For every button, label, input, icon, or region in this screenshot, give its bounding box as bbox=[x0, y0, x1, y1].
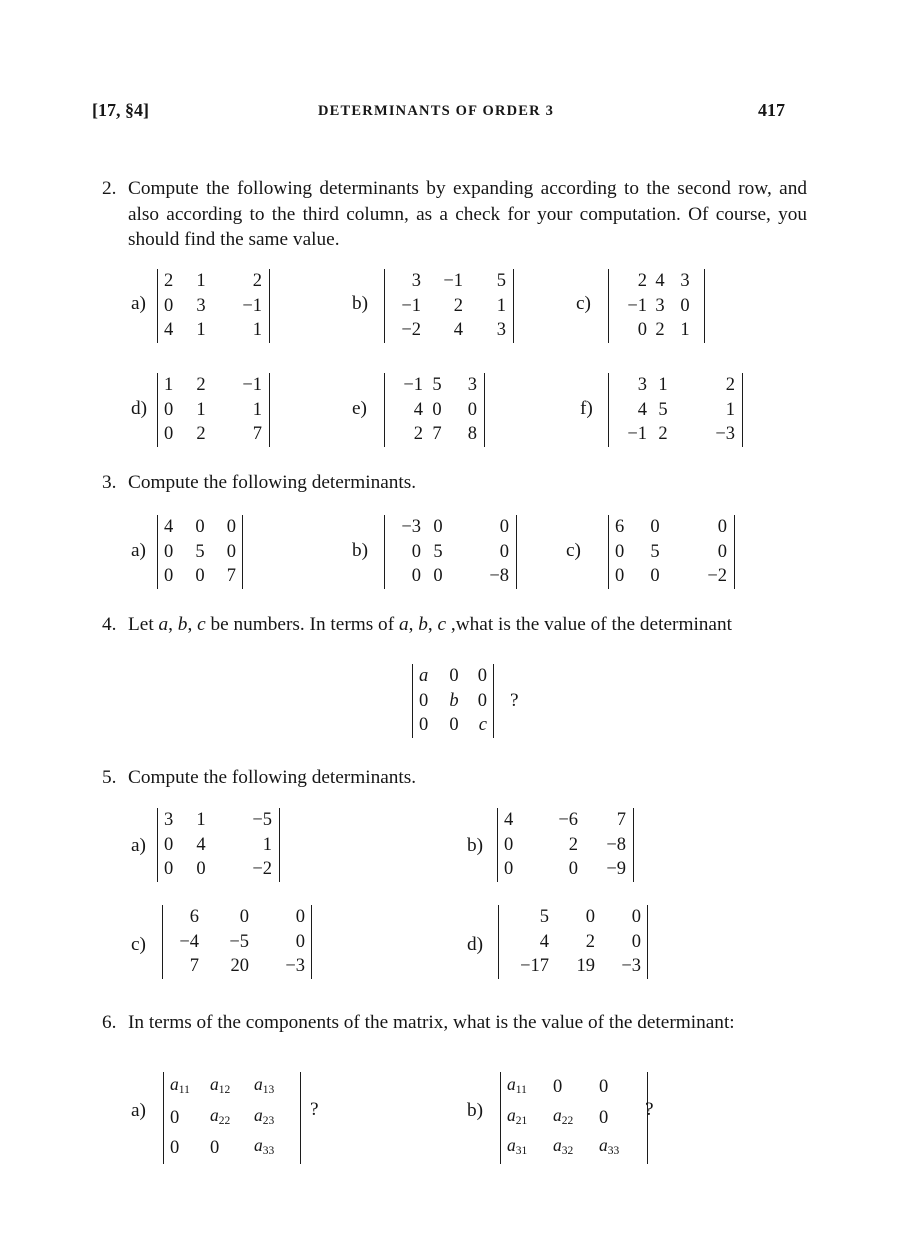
det-entry: 5 bbox=[496, 271, 506, 291]
exercise-number: 2. bbox=[102, 178, 117, 199]
det-label: d) bbox=[467, 934, 484, 955]
det-entry: 0 bbox=[433, 517, 443, 537]
matrix-entry-symbol: $a_{33}$ bbox=[599, 1135, 620, 1157]
det-entry: −3 bbox=[715, 424, 735, 444]
det-label: a) bbox=[131, 835, 146, 856]
det-entry: 1 bbox=[658, 375, 668, 395]
det-entry bbox=[507, 1072, 553, 1103]
det-entry: 3 bbox=[164, 810, 174, 830]
det-entry: 0 bbox=[226, 541, 236, 562]
det-entry: 2 bbox=[252, 271, 262, 291]
exercise-6 bbox=[102, 1010, 807, 1064]
exercise-number: 6. bbox=[102, 1012, 117, 1033]
matrix-entry-index: 22 bbox=[561, 1114, 574, 1127]
det-row bbox=[504, 833, 626, 858]
det-entry: 0 bbox=[195, 517, 205, 537]
det-entry: −5 bbox=[229, 931, 249, 952]
det-entry: 0 bbox=[164, 424, 174, 444]
det-grid bbox=[164, 373, 262, 447]
determinant bbox=[498, 905, 648, 979]
det-label: c) bbox=[566, 540, 581, 561]
det-entry: −1 bbox=[403, 375, 423, 395]
det-row bbox=[170, 1133, 294, 1164]
det-entry: −9 bbox=[606, 859, 626, 879]
matrix-entry-index: 11 bbox=[515, 1084, 527, 1096]
det-entry: 0 bbox=[631, 931, 641, 952]
det-entry: 1 bbox=[196, 810, 206, 830]
det-entry: 7 bbox=[432, 424, 442, 444]
det-entry: c bbox=[478, 715, 487, 735]
det-grid bbox=[507, 1072, 641, 1164]
det-entry: −1 bbox=[242, 295, 262, 316]
exercise-3 bbox=[102, 470, 807, 496]
det-label: a) bbox=[131, 540, 146, 561]
det-label: e) bbox=[352, 398, 367, 419]
det-entry: 19 bbox=[576, 956, 595, 976]
det-row bbox=[164, 540, 236, 565]
det-grid bbox=[419, 664, 487, 738]
det-entry: 4 bbox=[504, 810, 514, 830]
det-entry: 0 bbox=[680, 295, 690, 316]
det-entry bbox=[170, 1072, 210, 1103]
det-entry: 2 bbox=[658, 424, 668, 444]
det-row bbox=[505, 905, 641, 930]
det-row bbox=[391, 540, 509, 565]
det-entry: 2 bbox=[196, 424, 206, 444]
det-row bbox=[505, 930, 641, 955]
det-row bbox=[169, 954, 305, 979]
det-entry: 7 bbox=[616, 810, 626, 830]
det-row bbox=[615, 373, 735, 398]
determinant bbox=[157, 373, 270, 447]
det-entry: 7 bbox=[226, 566, 236, 586]
det-entry: 2 bbox=[637, 271, 647, 291]
det-entry: 0 bbox=[477, 690, 487, 711]
matrix-entry-symbol: $a_{11}$ bbox=[507, 1074, 527, 1096]
determinant bbox=[412, 664, 494, 738]
det-entry: 3 bbox=[680, 271, 690, 291]
det-entry: 2 bbox=[655, 320, 665, 340]
determinant bbox=[497, 808, 634, 882]
matrix-entry-symbol: $a_{11}$ bbox=[170, 1074, 190, 1096]
matrix-entry-index: 11 bbox=[178, 1084, 190, 1096]
det-entry bbox=[210, 1072, 254, 1103]
det-entry: −17 bbox=[520, 956, 549, 976]
det-entry: 2 bbox=[585, 931, 595, 952]
matrix-entry-index: 12 bbox=[218, 1084, 231, 1096]
det-grid bbox=[391, 515, 509, 589]
det-entry: 0 bbox=[499, 541, 509, 562]
det-row bbox=[419, 689, 487, 714]
det-entry: 0 bbox=[449, 715, 459, 735]
matrix-entry-symbol: $a_{21}$ bbox=[507, 1104, 528, 1127]
det-entry: −5 bbox=[252, 810, 272, 830]
det-grid bbox=[391, 269, 506, 343]
question-mark: ? bbox=[645, 1099, 654, 1120]
matrix-entry-index: 21 bbox=[515, 1114, 528, 1127]
det-grid bbox=[164, 269, 262, 343]
det-entry: −2 bbox=[707, 566, 727, 586]
det-row bbox=[507, 1133, 641, 1164]
det-entry: 0 bbox=[599, 1107, 609, 1128]
det-entry: 0 bbox=[295, 931, 305, 952]
det-row bbox=[615, 540, 727, 565]
det-grid bbox=[504, 808, 626, 882]
det-row bbox=[615, 398, 735, 423]
det-entry bbox=[507, 1133, 553, 1164]
det-label: a) bbox=[131, 293, 146, 314]
det-entry: 0 bbox=[477, 666, 487, 686]
det-entry: −2 bbox=[252, 859, 272, 879]
det-entry: 0 bbox=[196, 859, 206, 879]
determinant bbox=[384, 373, 485, 447]
det-entry: 0 bbox=[499, 517, 509, 537]
det-row bbox=[391, 564, 509, 589]
det-entry: −8 bbox=[606, 834, 626, 855]
det-entry: 5 bbox=[539, 907, 549, 927]
det-entry: 8 bbox=[467, 424, 477, 444]
det-label: a) bbox=[131, 1100, 146, 1121]
det-entry: 4 bbox=[164, 517, 174, 537]
det-entry: 5 bbox=[433, 541, 443, 562]
det-entry: 0 bbox=[164, 566, 174, 586]
det-row bbox=[164, 294, 262, 319]
det-entry: 1 bbox=[725, 399, 735, 420]
det-entry bbox=[254, 1103, 294, 1134]
det-entry bbox=[553, 1103, 599, 1134]
det-entry: −6 bbox=[558, 810, 578, 830]
matrix-entry-index: 33 bbox=[607, 1145, 620, 1157]
det-entry: 5 bbox=[432, 375, 442, 395]
det-entry: 0 bbox=[195, 566, 205, 586]
matrix-entry-symbol: $a_{32}$ bbox=[553, 1135, 574, 1157]
exercise-5 bbox=[102, 765, 807, 791]
det-row bbox=[504, 808, 626, 833]
det-row bbox=[164, 398, 262, 423]
det-row bbox=[164, 808, 272, 833]
section-reference: [17, §4] bbox=[92, 100, 149, 120]
det-entry: 4 bbox=[164, 320, 174, 340]
det-entry: 0 bbox=[295, 907, 305, 927]
det-entry: 2 bbox=[164, 271, 174, 291]
det-entry bbox=[210, 1103, 254, 1134]
determinant bbox=[500, 1072, 648, 1164]
det-entry: −2 bbox=[401, 320, 421, 340]
det-entry: 4 bbox=[196, 834, 206, 855]
det-entry: 3 bbox=[637, 375, 647, 395]
det-row bbox=[615, 515, 727, 540]
det-entry: −4 bbox=[179, 931, 199, 952]
det-row bbox=[391, 398, 477, 423]
det-row bbox=[507, 1103, 641, 1134]
det-row bbox=[615, 422, 735, 447]
det-row bbox=[391, 373, 477, 398]
det-row bbox=[169, 930, 305, 955]
det-entry: 4 bbox=[655, 271, 665, 291]
det-grid bbox=[615, 269, 697, 343]
exercise-text: Compute the following determinants. bbox=[128, 472, 417, 493]
det-label: b) bbox=[352, 293, 369, 314]
question-mark: ? bbox=[310, 1099, 319, 1120]
det-entry: 3 bbox=[496, 320, 506, 340]
determinant bbox=[163, 1072, 301, 1164]
det-row bbox=[164, 422, 262, 447]
det-entry: 0 bbox=[650, 517, 660, 537]
det-entry: 1 bbox=[196, 320, 206, 340]
matrix-entry-index: 31 bbox=[515, 1145, 528, 1157]
matrix-entry-index: 23 bbox=[262, 1114, 275, 1127]
det-entry: 0 bbox=[553, 1077, 563, 1097]
det-entry: 0 bbox=[411, 541, 421, 562]
det-entry: 0 bbox=[411, 566, 421, 586]
determinant bbox=[608, 515, 735, 589]
det-entry: 0 bbox=[226, 517, 236, 537]
det-label: b) bbox=[352, 540, 369, 561]
determinant bbox=[157, 269, 270, 343]
exercise-number: 3. bbox=[102, 472, 117, 493]
determinant bbox=[608, 373, 743, 447]
det-row bbox=[164, 318, 262, 343]
det-entry: 1 bbox=[262, 834, 272, 855]
det-entry: 3 bbox=[411, 271, 421, 291]
det-entry: 0 bbox=[433, 566, 443, 586]
matrix-entry-index: 22 bbox=[218, 1114, 231, 1127]
exercise-text: Compute the following determinants by expanding according to the second row, and also according to the third column, as a check for your computation. Of course, you should find the same value. bbox=[128, 178, 807, 250]
det-entry: 1 bbox=[680, 320, 690, 340]
determinant bbox=[157, 515, 243, 589]
det-entry: 2 bbox=[725, 375, 735, 395]
det-row bbox=[507, 1072, 641, 1103]
det-row bbox=[170, 1072, 294, 1103]
det-entry: 0 bbox=[585, 907, 595, 927]
det-label: b) bbox=[467, 835, 484, 856]
det-row bbox=[391, 318, 506, 343]
det-label: f) bbox=[580, 398, 593, 419]
det-row bbox=[391, 422, 477, 447]
determinant bbox=[157, 808, 280, 882]
det-entry: 20 bbox=[230, 956, 249, 976]
det-row bbox=[419, 664, 487, 689]
det-entry: 1 bbox=[196, 271, 206, 291]
det-label: c) bbox=[576, 293, 591, 314]
det-grid bbox=[391, 373, 477, 447]
det-label: d) bbox=[131, 398, 148, 419]
exercise-text: Compute the following determinants. bbox=[128, 767, 417, 788]
det-entry: −1 bbox=[242, 375, 262, 395]
det-row bbox=[164, 833, 272, 858]
det-entry: 7 bbox=[189, 956, 199, 976]
exercise-text: Let a, b, c be numbers. In terms of a, b, c ,what is the value of the determinant bbox=[128, 614, 732, 635]
determinant bbox=[162, 905, 312, 979]
exercise-number: 5. bbox=[102, 767, 117, 788]
det-entry: 1 bbox=[196, 399, 206, 420]
det-entry bbox=[507, 1103, 553, 1134]
det-entry: a bbox=[419, 666, 429, 686]
det-entry: 1 bbox=[164, 375, 174, 395]
det-label: c) bbox=[131, 934, 146, 955]
matrix-entry-symbol: $a_{31}$ bbox=[507, 1135, 528, 1157]
exercise-4 bbox=[102, 612, 807, 666]
matrix-entry-symbol: $a_{12}$ bbox=[210, 1074, 231, 1096]
det-entry: 3 bbox=[196, 295, 206, 316]
det-entry: 3 bbox=[655, 295, 665, 316]
det-row bbox=[615, 269, 697, 294]
matrix-entry-symbol: $a_{23}$ bbox=[254, 1104, 275, 1127]
exercise-text: In terms of the components of the matrix, what is the value of the determinant: bbox=[128, 1012, 735, 1033]
det-entry: −1 bbox=[401, 295, 421, 316]
det-entry: b bbox=[449, 690, 459, 711]
matrix-entry-index: 13 bbox=[262, 1084, 275, 1096]
det-row bbox=[504, 857, 626, 882]
det-row bbox=[391, 294, 506, 319]
det-row bbox=[169, 905, 305, 930]
det-row bbox=[164, 857, 272, 882]
det-label: b) bbox=[467, 1100, 484, 1121]
det-entry: 0 bbox=[210, 1138, 220, 1158]
question-mark: ? bbox=[510, 690, 519, 711]
det-entry: 0 bbox=[717, 541, 727, 562]
det-row bbox=[164, 515, 236, 540]
det-entry: 0 bbox=[631, 907, 641, 927]
det-entry: 2 bbox=[196, 375, 206, 395]
det-entry: 0 bbox=[164, 834, 174, 855]
det-entry: 0 bbox=[615, 541, 625, 562]
det-entry: 0 bbox=[164, 859, 174, 879]
det-entry: 0 bbox=[504, 834, 514, 855]
det-entry: 2 bbox=[453, 295, 463, 316]
matrix-entry-symbol: $a_{22}$ bbox=[553, 1104, 574, 1127]
det-entry: −1 bbox=[443, 271, 463, 291]
det-entry: −3 bbox=[621, 956, 641, 976]
det-entry: 0 bbox=[164, 295, 174, 316]
det-entry: 0 bbox=[504, 859, 514, 879]
matrix-entry-symbol: $a_{22}$ bbox=[210, 1104, 231, 1127]
det-entry: 0 bbox=[568, 859, 578, 879]
matrix-entry-symbol: $a_{33}$ bbox=[254, 1135, 275, 1157]
det-entry: −1 bbox=[627, 295, 647, 316]
det-entry: 4 bbox=[413, 399, 423, 420]
det-entry: 0 bbox=[170, 1138, 180, 1158]
det-entry: 0 bbox=[650, 566, 660, 586]
det-grid bbox=[169, 905, 305, 979]
det-entry bbox=[553, 1133, 599, 1164]
det-grid bbox=[170, 1072, 294, 1164]
matrix-entry-index: 33 bbox=[262, 1145, 275, 1157]
det-entry: 0 bbox=[467, 399, 477, 420]
det-grid bbox=[615, 373, 735, 447]
det-entry: 4 bbox=[539, 931, 549, 952]
det-entry bbox=[254, 1072, 294, 1103]
det-row bbox=[615, 318, 697, 343]
det-row bbox=[391, 515, 509, 540]
det-entry bbox=[254, 1133, 294, 1164]
det-entry: −3 bbox=[401, 517, 421, 537]
det-grid bbox=[615, 515, 727, 589]
matrix-entry-index: 32 bbox=[561, 1145, 574, 1157]
running-title: DETERMINANTS OF ORDER 3 bbox=[318, 103, 555, 119]
det-grid bbox=[164, 808, 272, 882]
det-entry: 1 bbox=[252, 320, 262, 340]
det-row bbox=[419, 713, 487, 738]
det-entry: 2 bbox=[413, 424, 423, 444]
exercise-number: 4. bbox=[102, 614, 117, 635]
det-entry bbox=[599, 1133, 641, 1164]
det-row bbox=[164, 564, 236, 589]
det-entry: 0 bbox=[164, 399, 174, 420]
det-entry: 5 bbox=[650, 541, 660, 562]
det-entry: 0 bbox=[419, 690, 429, 711]
det-entry: 6 bbox=[189, 907, 199, 927]
det-entry: 0 bbox=[599, 1077, 609, 1097]
det-row bbox=[615, 294, 697, 319]
det-entry: −8 bbox=[489, 566, 509, 586]
det-entry: 5 bbox=[195, 541, 205, 562]
det-entry: 0 bbox=[419, 715, 429, 735]
page-number: 417 bbox=[758, 100, 785, 120]
det-entry: −3 bbox=[285, 956, 305, 976]
det-grid bbox=[505, 905, 641, 979]
determinant bbox=[384, 515, 517, 589]
det-entry: 3 bbox=[467, 375, 477, 395]
det-entry: 5 bbox=[658, 399, 668, 420]
det-entry: 4 bbox=[453, 320, 463, 340]
det-entry: 0 bbox=[170, 1107, 180, 1128]
determinant bbox=[384, 269, 514, 343]
det-entry: 0 bbox=[637, 320, 647, 340]
det-row bbox=[391, 269, 506, 294]
det-entry: 1 bbox=[496, 295, 506, 316]
exercise-2 bbox=[102, 176, 807, 256]
det-row bbox=[615, 564, 727, 589]
det-entry: 0 bbox=[432, 399, 442, 420]
det-entry: 0 bbox=[449, 666, 459, 686]
matrix-entry-symbol: $a_{13}$ bbox=[254, 1074, 275, 1096]
det-grid bbox=[164, 515, 236, 589]
det-entry: 0 bbox=[164, 541, 174, 562]
det-entry: 6 bbox=[615, 517, 625, 537]
det-row bbox=[505, 954, 641, 979]
det-row bbox=[164, 373, 262, 398]
det-entry: 0 bbox=[239, 907, 249, 927]
det-row bbox=[170, 1103, 294, 1134]
det-entry: 2 bbox=[568, 834, 578, 855]
det-entry: −1 bbox=[627, 424, 647, 444]
det-entry: 7 bbox=[252, 424, 262, 444]
det-row bbox=[164, 269, 262, 294]
det-entry: 4 bbox=[637, 399, 647, 420]
det-entry: 0 bbox=[615, 566, 625, 586]
det-entry: 0 bbox=[717, 517, 727, 537]
det-entry: 1 bbox=[252, 399, 262, 420]
determinant bbox=[608, 269, 705, 343]
